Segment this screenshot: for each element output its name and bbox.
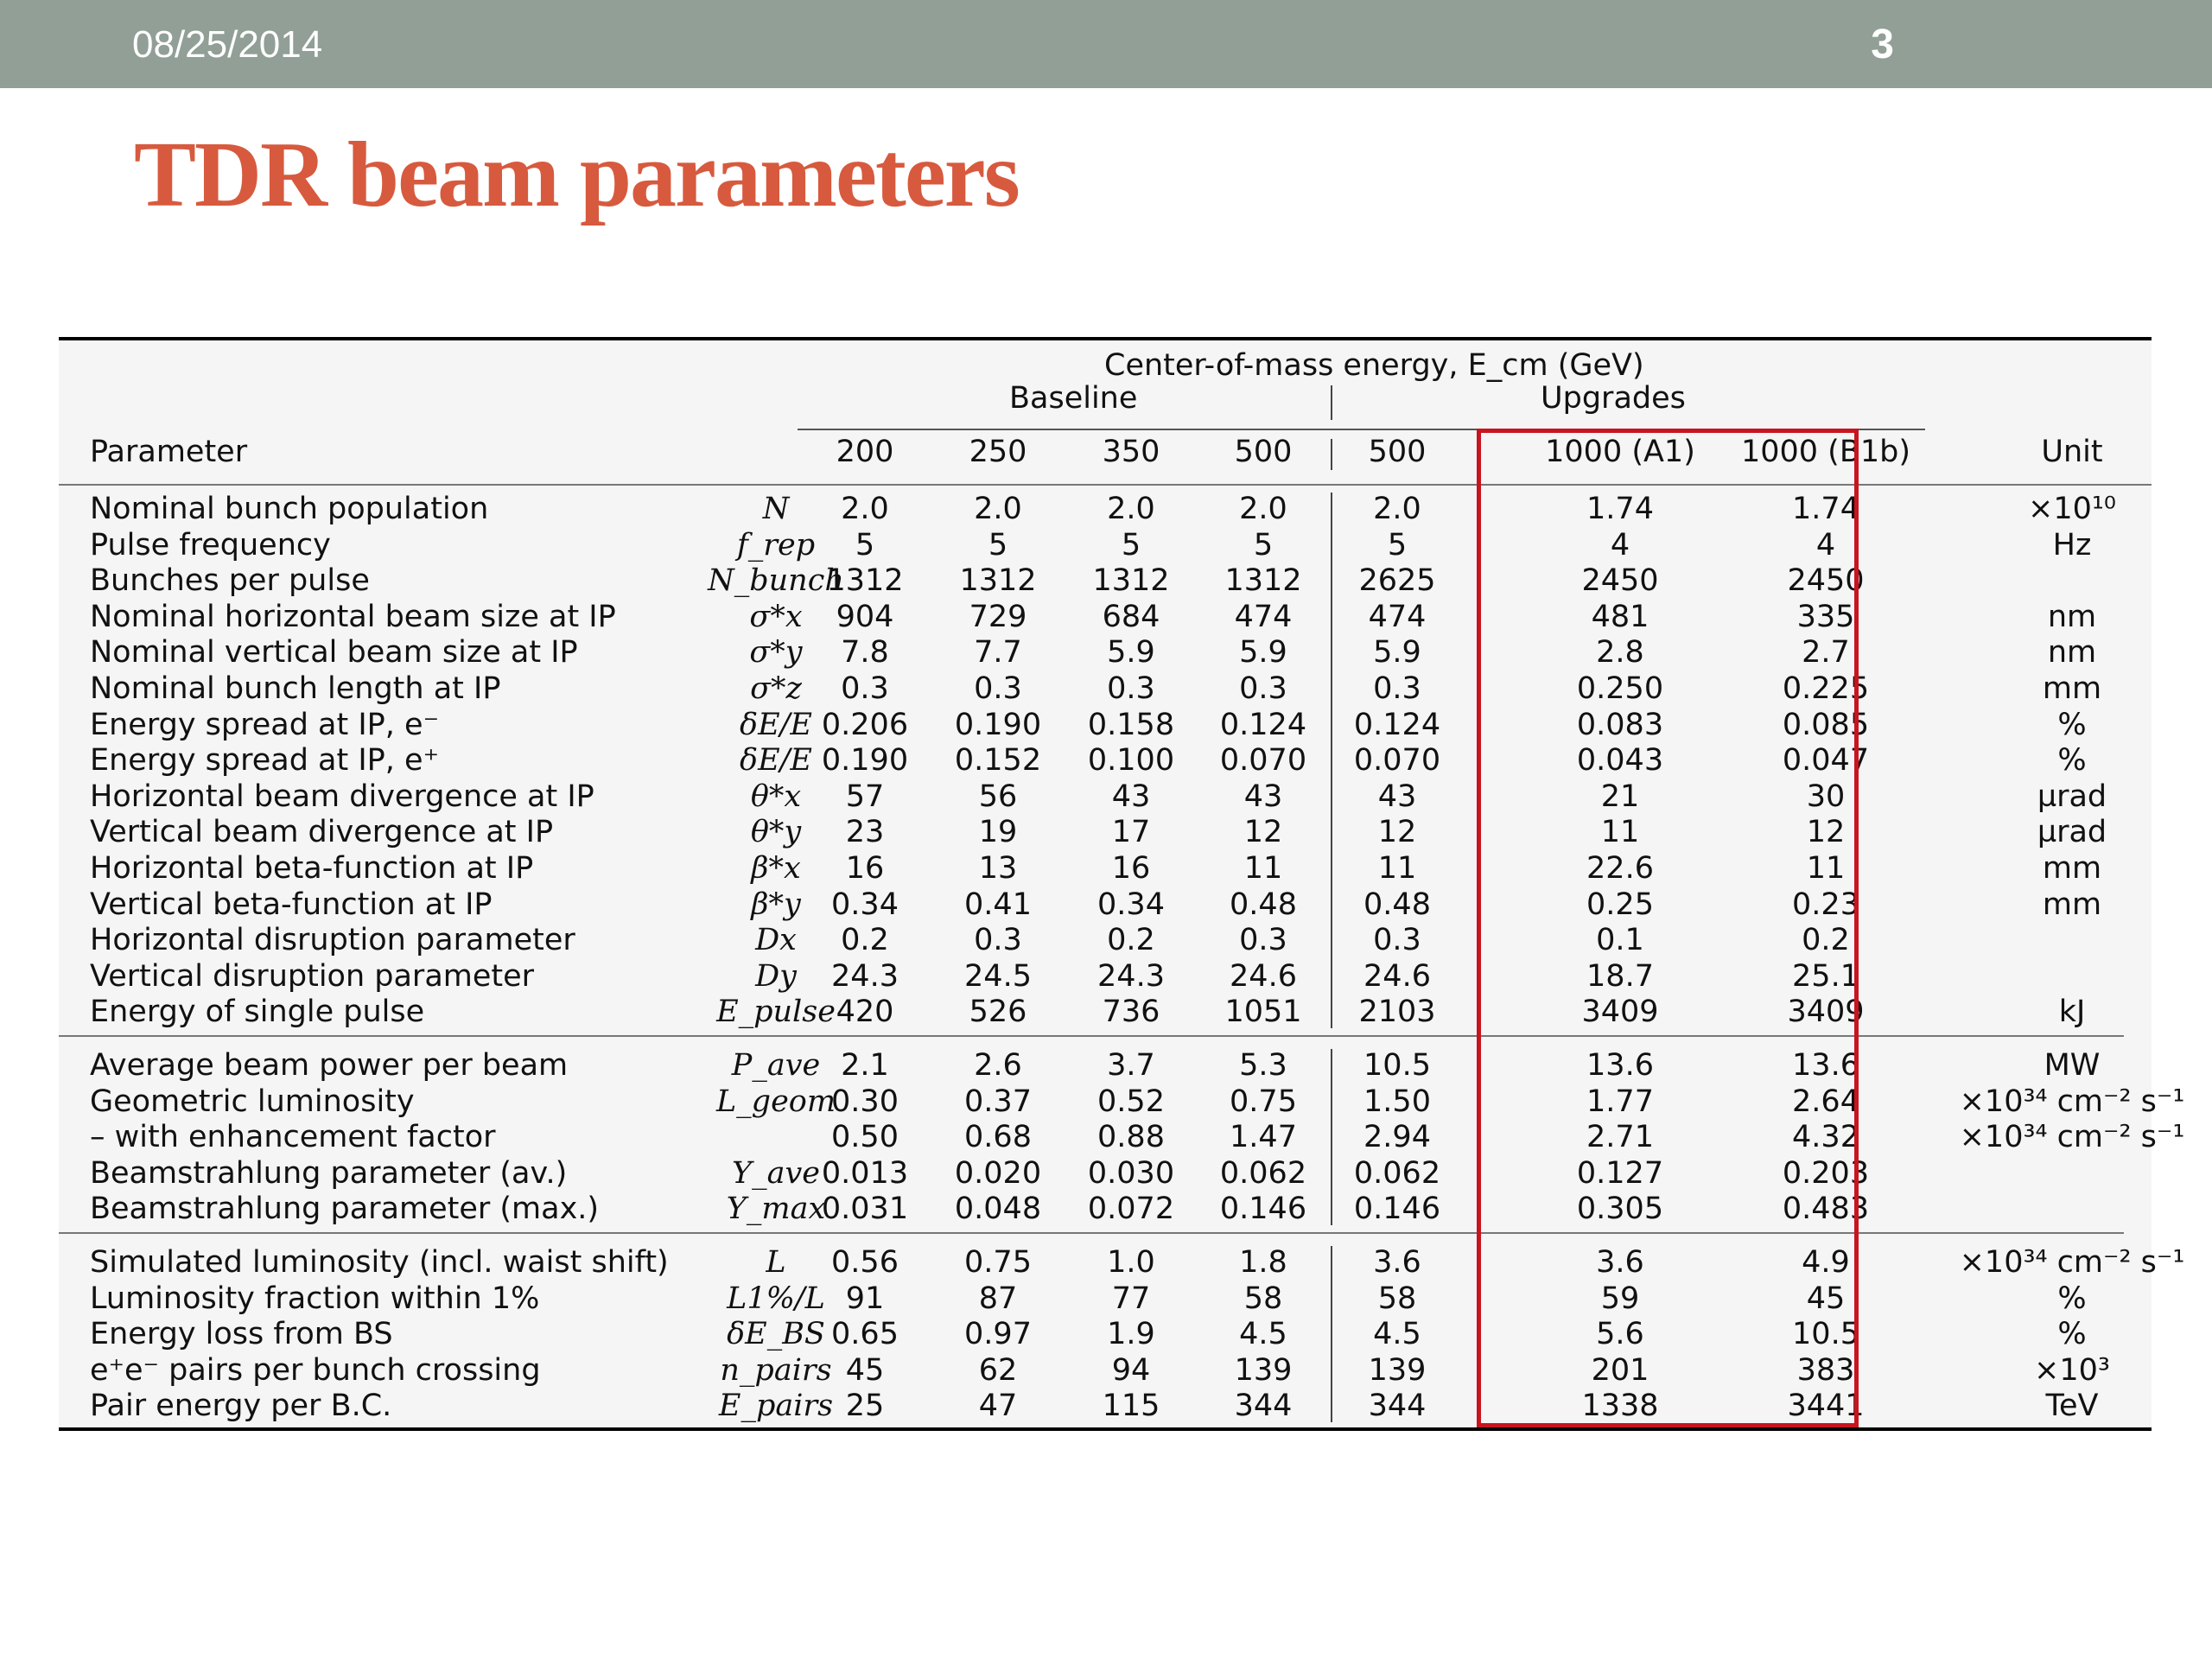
value-cell: 904 <box>836 599 894 634</box>
slide-date: 08/25/2014 <box>132 23 323 66</box>
value-cell: 0.3 <box>1239 923 1287 958</box>
unit-cell: % <box>2057 743 2087 779</box>
value-cell: 21 <box>1600 779 1640 814</box>
parameter-symbol: E_pulse <box>716 995 836 1030</box>
value-cell: 0.3 <box>1239 671 1287 706</box>
table-row <box>59 1155 2152 1192</box>
table-bottom-rule <box>59 1427 2152 1431</box>
unit-column-header: Unit <box>2041 435 2103 469</box>
column-header-6: 1000 (B1b) <box>1740 435 1910 469</box>
parameter-name: Pulse frequency <box>90 527 331 563</box>
value-cell: 25 <box>845 1389 885 1424</box>
unit-cell: TeV <box>2045 1389 2099 1424</box>
value-cell: 43 <box>1243 779 1283 814</box>
value-cell: 0.146 <box>1353 1192 1441 1227</box>
value-cell: 0.483 <box>1782 1192 1870 1227</box>
value-cell: 24.3 <box>831 958 899 994</box>
parameter-symbol: β*x <box>751 851 801 886</box>
value-cell: 17 <box>1111 815 1151 850</box>
value-cell: 5 <box>855 527 875 563</box>
value-cell: 0.062 <box>1219 1155 1307 1191</box>
table-row <box>59 1281 2152 1317</box>
parameter-symbol: L_geom <box>715 1084 836 1119</box>
value-cell: 2.0 <box>974 492 1022 526</box>
value-cell: 91 <box>845 1281 885 1316</box>
table-row <box>59 779 2152 815</box>
value-cell: 0.1 <box>1596 923 1644 958</box>
value-cell: 0.043 <box>1576 743 1664 779</box>
value-cell: 5.6 <box>1596 1317 1644 1352</box>
value-cell: 2.94 <box>1363 1120 1431 1155</box>
value-cell: 0.127 <box>1576 1155 1664 1191</box>
unit-cell: nm <box>2047 599 2097 634</box>
value-cell: 5 <box>1387 527 1408 563</box>
value-cell: 13.6 <box>1792 1048 1859 1083</box>
value-cell: 0.3 <box>1107 671 1155 706</box>
unit-cell: MW <box>2044 1048 2101 1083</box>
energy-group-title: Center-of-mass energy, E_cm (GeV) <box>1104 348 1644 383</box>
column-header-2: 350 <box>1102 435 1160 469</box>
parameter-symbol: Υ_ave <box>732 1155 820 1191</box>
unit-cell: ×10³⁴ cm⁻² s⁻¹ <box>1959 1084 2185 1119</box>
group-underline <box>798 429 1925 430</box>
value-cell: 10.5 <box>1363 1048 1431 1083</box>
parameter-name: Horizontal beam divergence at IP <box>90 779 594 814</box>
value-cell: 13.6 <box>1586 1048 1654 1083</box>
value-cell: 0.48 <box>1230 887 1297 922</box>
parameter-symbol: Dy <box>755 958 797 994</box>
parameter-name: Simulated luminosity (incl. waist shift) <box>90 1245 669 1280</box>
value-cell: 474 <box>1234 599 1293 634</box>
value-cell: 0.085 <box>1782 707 1870 742</box>
parameter-symbol: f_rep <box>736 527 816 563</box>
table-row <box>59 671 2152 707</box>
table-row <box>59 707 2152 743</box>
value-cell: 0.305 <box>1576 1192 1664 1227</box>
value-cell: 0.3 <box>1373 923 1421 958</box>
value-cell: 24.6 <box>1363 958 1431 994</box>
value-cell: 1.74 <box>1586 492 1654 526</box>
column-header-4: 500 <box>1368 435 1427 469</box>
value-cell: 4 <box>1610 527 1630 563</box>
parameter-name: Geometric luminosity <box>90 1084 415 1119</box>
slide-header-bar <box>0 0 2212 88</box>
value-cell: 474 <box>1368 599 1427 634</box>
value-cell: 1.0 <box>1107 1245 1155 1280</box>
table-row <box>59 994 2152 1030</box>
parameter-symbol: δE/E <box>740 743 812 779</box>
value-cell: 7.7 <box>974 635 1022 671</box>
baseline-upgrades-divider <box>1331 1246 1332 1422</box>
parameter-symbol: E_pairs <box>718 1389 834 1424</box>
table-top-rule <box>59 337 2152 340</box>
parameter-name: Horizontal disruption parameter <box>90 923 575 958</box>
value-cell: 0.88 <box>1097 1120 1165 1155</box>
parameter-symbol: N_bunch <box>708 563 844 599</box>
parameter-symbol: σ*z <box>750 671 802 706</box>
value-cell: 1.74 <box>1792 492 1859 526</box>
value-cell: 0.031 <box>821 1192 909 1227</box>
parameter-name: Vertical disruption parameter <box>90 958 535 994</box>
value-cell: 1312 <box>1224 563 1302 599</box>
parameter-symbol: θ*y <box>750 815 802 850</box>
value-cell: 0.37 <box>964 1084 1032 1119</box>
parameter-symbol: β*y <box>751 887 801 922</box>
value-cell: 2.8 <box>1596 635 1644 671</box>
value-cell: 0.2 <box>841 923 889 958</box>
value-cell: 0.250 <box>1576 671 1664 706</box>
value-cell: 5.9 <box>1373 635 1421 671</box>
value-cell: 0.013 <box>821 1155 909 1191</box>
unit-cell: ×10³ <box>2034 1352 2110 1388</box>
value-cell: 5 <box>988 527 1008 563</box>
parameter-symbol: Υ_max <box>726 1192 826 1227</box>
value-cell: 0.3 <box>974 671 1022 706</box>
value-cell: 0.75 <box>964 1245 1032 1280</box>
value-cell: 0.48 <box>1363 887 1431 922</box>
value-cell: 13 <box>978 851 1018 886</box>
table-row <box>59 887 2152 923</box>
value-cell: 22.6 <box>1586 851 1654 886</box>
value-cell: 0.97 <box>964 1317 1032 1352</box>
param-column-header: Parameter <box>90 435 248 469</box>
unit-cell: % <box>2057 1317 2087 1352</box>
parameter-symbol: σ*y <box>749 635 803 671</box>
value-cell: 16 <box>845 851 885 886</box>
value-cell: 420 <box>836 995 894 1030</box>
value-cell: 0.190 <box>821 743 909 779</box>
parameter-name: Nominal bunch population <box>90 492 489 526</box>
parameter-symbol: L1%/L <box>727 1281 825 1316</box>
value-cell: 3441 <box>1787 1389 1865 1424</box>
value-cell: 5.3 <box>1239 1048 1287 1083</box>
table-row <box>59 958 2152 995</box>
column-header-5: 1000 (A1) <box>1545 435 1695 469</box>
table-row <box>59 850 2152 887</box>
value-cell: 0.75 <box>1230 1084 1297 1119</box>
value-cell: 0.30 <box>831 1084 899 1119</box>
table-row <box>59 491 2152 527</box>
parameter-name: – with enhancement factor <box>90 1120 496 1155</box>
group-divider <box>1331 385 1332 420</box>
value-cell: 2.1 <box>841 1048 889 1083</box>
parameter-name: Energy of single pulse <box>90 995 425 1030</box>
value-cell: 1312 <box>826 563 904 599</box>
table-row <box>59 1316 2152 1352</box>
value-cell: 19 <box>978 815 1018 850</box>
parameter-name: e⁺e⁻ pairs per bunch crossing <box>90 1352 541 1388</box>
value-cell: 0.41 <box>964 887 1032 922</box>
parameter-name: Vertical beta-function at IP <box>90 887 493 922</box>
parameter-name: Beamstrahlung parameter (av.) <box>90 1155 568 1191</box>
value-cell: 5.9 <box>1107 635 1155 671</box>
value-cell: 24.5 <box>964 958 1032 994</box>
value-cell: 0.50 <box>831 1120 899 1155</box>
value-cell: 1.47 <box>1230 1120 1297 1155</box>
value-cell: 0.2 <box>1802 923 1850 958</box>
value-cell: 11 <box>1377 851 1417 886</box>
value-cell: 4 <box>1815 527 1836 563</box>
parameter-name: Energy spread at IP, e⁺ <box>90 743 440 779</box>
value-cell: 0.070 <box>1219 743 1307 779</box>
value-cell: 0.062 <box>1353 1155 1441 1191</box>
value-cell: 0.048 <box>954 1192 1042 1227</box>
value-cell: 1312 <box>1092 563 1170 599</box>
value-cell: 43 <box>1377 779 1417 814</box>
value-cell: 0.34 <box>831 887 899 922</box>
value-cell: 2103 <box>1358 995 1436 1030</box>
unit-cell: ×10¹⁰ <box>2028 492 2116 526</box>
value-cell: 0.3 <box>841 671 889 706</box>
value-cell: 201 <box>1591 1352 1649 1388</box>
value-cell: 2625 <box>1358 563 1436 599</box>
value-cell: 0.34 <box>1097 887 1165 922</box>
value-cell: 3409 <box>1787 995 1865 1030</box>
value-cell: 4.9 <box>1802 1245 1850 1280</box>
value-cell: 3.6 <box>1596 1245 1644 1280</box>
value-cell: 24.3 <box>1097 958 1165 994</box>
slide-number: 3 <box>1871 22 1894 67</box>
column-header-3: 500 <box>1234 435 1293 469</box>
table-row <box>59 922 2152 958</box>
value-cell: 0.56 <box>831 1245 899 1280</box>
value-cell: 43 <box>1111 779 1151 814</box>
parameter-symbol: L <box>766 1245 786 1280</box>
value-cell: 77 <box>1111 1281 1151 1316</box>
value-cell: 10.5 <box>1792 1317 1859 1352</box>
baseline-upgrades-divider <box>1331 1049 1332 1225</box>
value-cell: 12 <box>1806 815 1846 850</box>
beam-parameter-table <box>59 337 2185 1431</box>
value-cell: 30 <box>1806 779 1846 814</box>
parameter-name: Average beam power per beam <box>90 1048 569 1083</box>
value-cell: 1.9 <box>1107 1317 1155 1352</box>
value-cell: 0.158 <box>1087 707 1175 742</box>
value-cell: 87 <box>978 1281 1018 1316</box>
parameter-name: Nominal vertical beam size at IP <box>90 635 578 671</box>
value-cell: 12 <box>1243 815 1283 850</box>
value-cell: 0.25 <box>1586 887 1654 922</box>
value-cell: 684 <box>1102 599 1160 634</box>
unit-cell: µrad <box>2037 779 2107 814</box>
value-cell: 62 <box>978 1352 1018 1388</box>
slide-title: TDR beam parameters <box>134 124 1019 226</box>
value-cell: 0.203 <box>1782 1155 1870 1191</box>
unit-cell: ×10³⁴ cm⁻² s⁻¹ <box>1959 1245 2185 1280</box>
section-divider <box>59 1035 2124 1037</box>
table-row <box>59 563 2152 599</box>
value-cell: 344 <box>1368 1389 1427 1424</box>
value-cell: 0.146 <box>1219 1192 1307 1227</box>
value-cell: 0.124 <box>1353 707 1441 742</box>
value-cell: 2450 <box>1581 563 1659 599</box>
header-divider <box>1331 439 1332 470</box>
unit-cell: ×10³⁴ cm⁻² s⁻¹ <box>1959 1120 2185 1155</box>
value-cell: 2.6 <box>974 1048 1022 1083</box>
value-cell: 3.7 <box>1107 1048 1155 1083</box>
value-cell: 0.206 <box>821 707 909 742</box>
value-cell: 1.77 <box>1586 1084 1654 1119</box>
value-cell: 115 <box>1102 1389 1160 1424</box>
value-cell: 23 <box>845 815 885 850</box>
unit-cell: mm <box>2042 887 2102 922</box>
value-cell: 0.072 <box>1087 1192 1175 1227</box>
table-row <box>59 527 2152 563</box>
value-cell: 2.0 <box>841 492 889 526</box>
value-cell: 58 <box>1377 1281 1417 1316</box>
parameter-name: Luminosity fraction within 1% <box>90 1281 540 1316</box>
value-cell: 4.5 <box>1373 1317 1421 1352</box>
value-cell: 0.65 <box>831 1317 899 1352</box>
value-cell: 47 <box>978 1389 1018 1424</box>
value-cell: 12 <box>1377 815 1417 850</box>
value-cell: 0.225 <box>1782 671 1870 706</box>
value-cell: 56 <box>978 779 1018 814</box>
value-cell: 2.0 <box>1373 492 1421 526</box>
value-cell: 0.047 <box>1782 743 1870 779</box>
value-cell: 5.9 <box>1239 635 1287 671</box>
unit-cell: kJ <box>2058 995 2086 1030</box>
value-cell: 11 <box>1243 851 1283 886</box>
value-cell: 0.100 <box>1087 743 1175 779</box>
value-cell: 383 <box>1796 1352 1855 1388</box>
value-cell: 139 <box>1234 1352 1293 1388</box>
value-cell: 1051 <box>1224 995 1302 1030</box>
section-divider <box>59 1232 2124 1234</box>
parameter-name: Energy spread at IP, e⁻ <box>90 707 440 742</box>
header-bottom-rule <box>59 484 2152 486</box>
value-cell: 0.124 <box>1219 707 1307 742</box>
value-cell: 94 <box>1111 1352 1151 1388</box>
parameter-name: Nominal bunch length at IP <box>90 671 501 706</box>
value-cell: 0.23 <box>1792 887 1859 922</box>
value-cell: 1312 <box>959 563 1037 599</box>
value-cell: 5 <box>1121 527 1141 563</box>
value-cell: 16 <box>1111 851 1151 886</box>
value-cell: 58 <box>1243 1281 1283 1316</box>
parameter-symbol: n_pairs <box>720 1352 832 1388</box>
value-cell: 0.3 <box>974 923 1022 958</box>
value-cell: 0.68 <box>964 1120 1032 1155</box>
value-cell: 2.71 <box>1586 1120 1654 1155</box>
value-cell: 2.7 <box>1802 635 1850 671</box>
value-cell: 139 <box>1368 1352 1427 1388</box>
value-cell: 0.083 <box>1576 707 1664 742</box>
table-row <box>59 1119 2185 1155</box>
unit-cell: nm <box>2047 635 2097 671</box>
value-cell: 45 <box>845 1352 885 1388</box>
table-row <box>59 634 2152 671</box>
table-row <box>59 1191 2152 1227</box>
value-cell: 0.190 <box>954 707 1042 742</box>
table-row <box>59 1047 2152 1084</box>
upgrades-group-label: Upgrades <box>1541 381 1686 416</box>
parameter-name: Vertical beam divergence at IP <box>90 815 554 850</box>
value-cell: 18.7 <box>1586 958 1654 994</box>
value-cell: 4.32 <box>1792 1120 1859 1155</box>
value-cell: 0.070 <box>1353 743 1441 779</box>
parameter-symbol: θ*x <box>750 779 802 814</box>
value-cell: 25.1 <box>1792 958 1859 994</box>
parameter-name: Horizontal beta-function at IP <box>90 851 534 886</box>
value-cell: 5 <box>1253 527 1274 563</box>
parameter-symbol: Dx <box>755 923 797 958</box>
value-cell: 7.8 <box>841 635 889 671</box>
parameter-symbol: δE_BS <box>727 1317 825 1352</box>
value-cell: 0.030 <box>1087 1155 1175 1191</box>
table-row <box>59 1352 2152 1389</box>
value-cell: 0.152 <box>954 743 1042 779</box>
parameter-symbol: N <box>762 492 790 526</box>
value-cell: 1.8 <box>1239 1245 1287 1280</box>
table-row <box>59 1084 2185 1120</box>
value-cell: 2.64 <box>1792 1084 1859 1119</box>
value-cell: 1.50 <box>1363 1084 1431 1119</box>
value-cell: 729 <box>969 599 1027 634</box>
value-cell: 1338 <box>1581 1389 1659 1424</box>
unit-cell: % <box>2057 1281 2087 1316</box>
value-cell: 2.0 <box>1107 492 1155 526</box>
value-cell: 3.6 <box>1373 1245 1421 1280</box>
value-cell: 11 <box>1600 815 1640 850</box>
table-row <box>59 814 2152 850</box>
baseline-group-label: Baseline <box>1009 381 1138 416</box>
value-cell: 344 <box>1234 1389 1293 1424</box>
parameter-name: Nominal horizontal beam size at IP <box>90 599 616 634</box>
value-cell: 4.5 <box>1239 1317 1287 1352</box>
unit-cell: % <box>2057 707 2087 742</box>
unit-cell: Hz <box>2052 527 2092 563</box>
value-cell: 45 <box>1806 1281 1846 1316</box>
value-cell: 2450 <box>1787 563 1865 599</box>
unit-cell: µrad <box>2037 815 2107 850</box>
value-cell: 3409 <box>1581 995 1659 1030</box>
column-header-1: 250 <box>969 435 1027 469</box>
value-cell: 2.0 <box>1239 492 1287 526</box>
table-row <box>59 599 2152 635</box>
parameter-symbol: σ*x <box>749 599 803 634</box>
value-cell: 0.52 <box>1097 1084 1165 1119</box>
value-cell: 59 <box>1600 1281 1640 1316</box>
unit-cell: mm <box>2042 851 2102 886</box>
table-row <box>59 1388 2152 1424</box>
value-cell: 0.2 <box>1107 923 1155 958</box>
column-header-0: 200 <box>836 435 894 469</box>
value-cell: 0.020 <box>954 1155 1042 1191</box>
parameter-symbol: δE/E <box>740 707 812 742</box>
parameter-name: Pair energy per B.C. <box>90 1389 392 1424</box>
baseline-upgrades-divider <box>1331 493 1332 1028</box>
value-cell: 335 <box>1796 599 1855 634</box>
value-cell: 11 <box>1806 851 1846 886</box>
parameter-symbol: P_ave <box>731 1048 821 1083</box>
value-cell: 526 <box>969 995 1027 1030</box>
value-cell: 736 <box>1102 995 1160 1030</box>
parameter-name: Energy loss from BS <box>90 1317 393 1352</box>
parameter-name: Beamstrahlung parameter (max.) <box>90 1192 600 1227</box>
unit-cell: mm <box>2042 671 2102 706</box>
parameter-name: Bunches per pulse <box>90 563 370 599</box>
value-cell: 24.6 <box>1230 958 1297 994</box>
value-cell: 57 <box>845 779 885 814</box>
table-row <box>59 1244 2185 1281</box>
table-row <box>59 742 2152 779</box>
value-cell: 481 <box>1591 599 1649 634</box>
value-cell: 0.3 <box>1373 671 1421 706</box>
